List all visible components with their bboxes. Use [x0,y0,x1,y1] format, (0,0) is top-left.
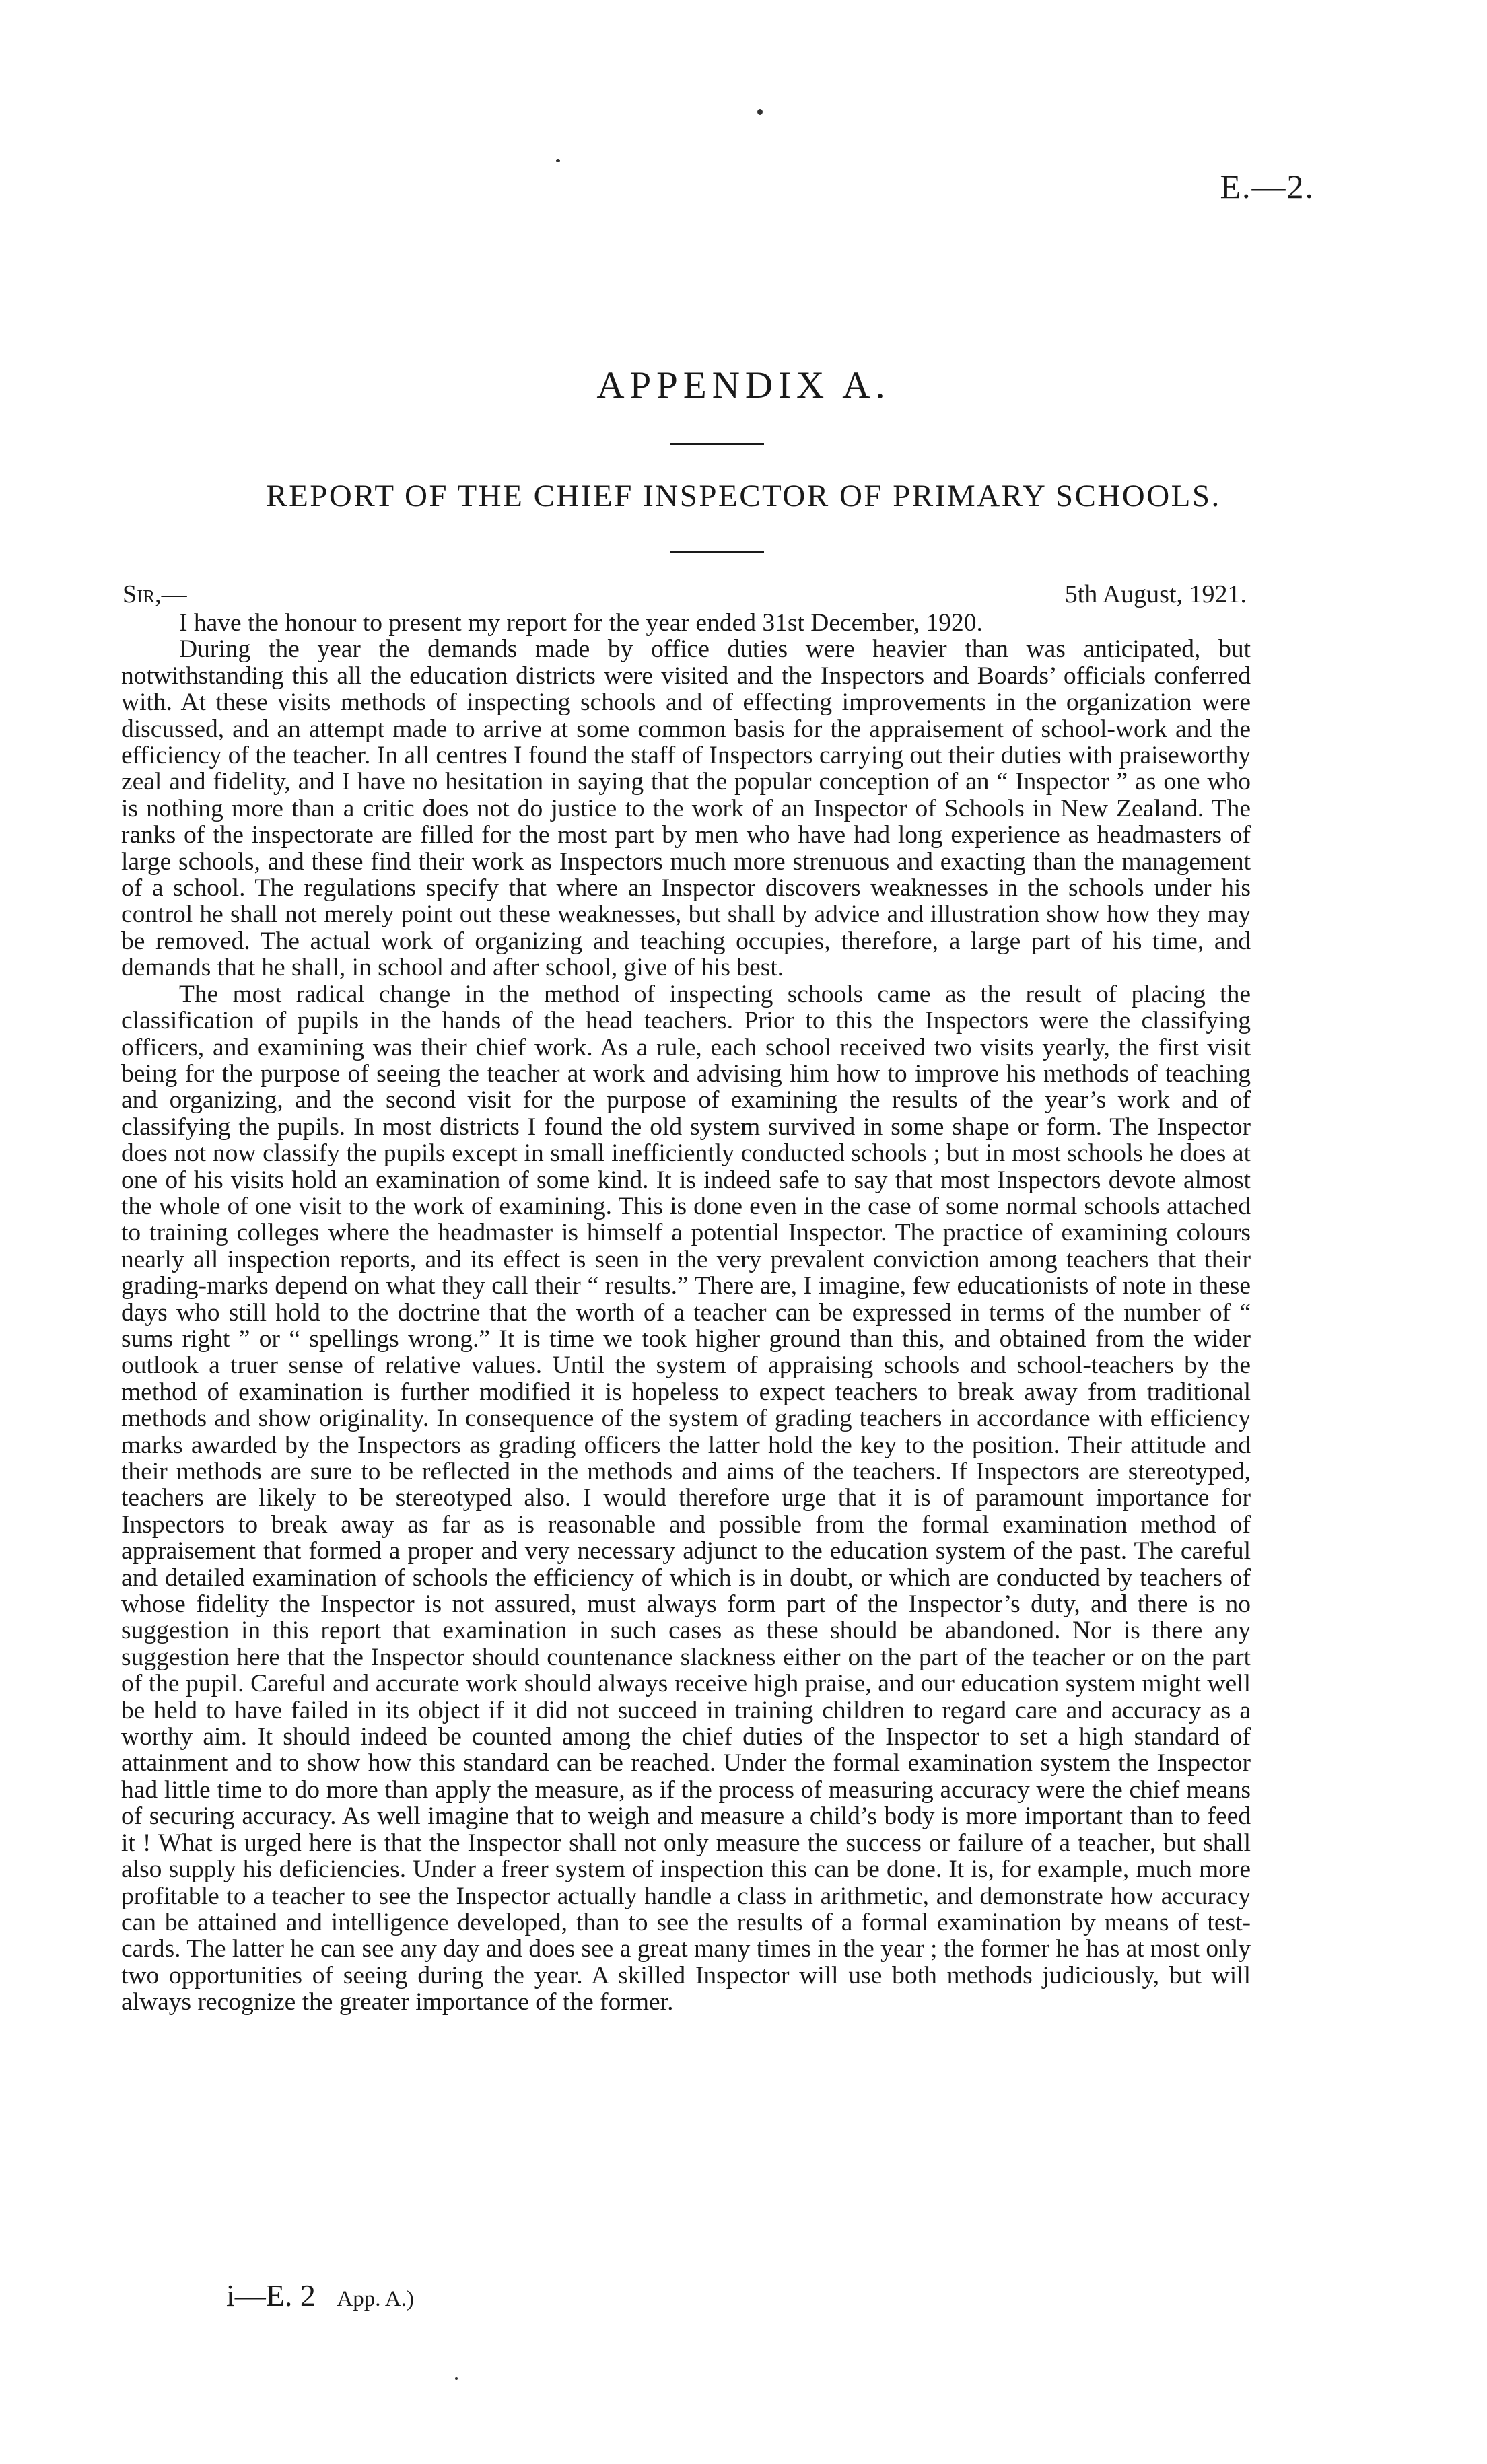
subtitle-divider [670,551,764,553]
letter-date: 5th August, 1921. [1064,580,1247,608]
paragraph-1: I have the honour to present my report for the year ended 31st December, 1920. [179,609,983,637]
page-reference: E.—2. [1220,168,1315,205]
footer-signature: i—E. 2 [226,2278,316,2313]
print-speck [757,109,763,115]
title-divider [670,443,764,445]
salutation: Sir,— [123,580,187,608]
document-subtitle: REPORT OF THE CHIEF INSPECTOR OF PRIMARY SCHOOLS. [266,479,1221,514]
page-footer [226,2278,414,2313]
print-speck [556,159,560,162]
paragraph-3: The most radical change in the method of inspecting schools came as the result of placing the classification of pupils in the hands of the head teachers. Prior to this the Inspectors were the classifying officers, and examining was their chief work. As a rule, each school received two visits yearly, the first visit being for the purpose of seeing the teacher at work and advising him how to improve his methods of teaching and organizing, and the second visit for the purpose of examining the results of the year’s work and of classifying the pupils. In most districts I found the old system survived in some shape or form. The Inspector does not now classify the pupils except in small inefficiently conducted schools ; but in most schools he does at one of his visits hold an examination of some kind. It is indeed safe to say that most Inspectors devote almost the whole of one visit to the work of examining. This is done even in the case of some normal schools attached to training colleges where the headmaster is himself a potential Inspector. The practice of examining colours nearly all inspection reports, and its effect is seen in the very prevalent conviction among teachers that their grading-marks depend on what they call their “ results.” There are, I imagine, few educationists of note in these days who still hold to the doctrine that the worth of a teacher can be expressed in terms of the number of “ sums right ” or “ spellings wrong.” It is time we took higher ground than this, and obtained from the wider outlook a truer sense of relative values. Until the system of appraising schools and school-teachers by the method of examination is further modified it is hopeless to expect teachers to break away from traditional methods and show originality. In consequence of the system of grading teachers in accordance with efficiency marks awarded by the Inspectors as grading officers the latter hold the key to the position. Their attitude and their methods are sure to be reflected in the methods and aims of the teachers. If Inspectors are stereotyped, teachers are likely to be stereotyped also. I would therefore urge that it is of paramount importance for Inspectors to break away as far as is reasonable and possible from the formal examination method of appraisement that formed a proper and very necessary adjunct to the education system of the past. The careful and detailed examination of schools the efficiency of which is in doubt, or which are conducted by teachers of whose fidelity the Inspector is not assured, must always form part of the Inspector’s duty, and there is no suggestion in this report that examination in such cases as these should be abandoned. Nor is there any suggestion here that the Inspector should countenance slackness either on the part of the teacher or on the part of the pupil. Careful and accurate work should always receive high praise, and our education system might well be held to have failed in its object if it did not succeed in training children to regard care and accuracy as a worthy aim. It should indeed be counted among the chief duties of the Inspector to set a high standard of attainment and to show how this standard can be reached. Under the formal examination system the Inspector had little time to do more than apply the measure, as if the process of measuring accuracy were the chief means of securing accuracy. As well imagine that to weigh and measure a child’s body is more important than to feed it ! What is urged here is that the Inspector shall not only measure the success or failure of a teacher, but shall also supply his deficiencies. Under a freer system of inspection this can be done. It is, for example, much more profitable to a teacher to see the Inspector actually handle a class in arithmetic, and demonstrate how accuracy can be attained and intelligence developed, than to see the results of a formal examination by means of test-cards. The latter he can see any day and does see a great many times in the year ; the former he has at most only two opportunities of seeing during the year. A skilled Inspector will use both methods judiciously, but will always recognize the greater importance of the former. [121,980,1251,2016]
footer-appendix: App. A.) [337,2287,414,2311]
document-title: APPENDIX A. [596,364,891,407]
report-body [121,610,1251,2016]
print-speck [455,2377,458,2380]
paragraph-2: During the year the demands made by office duties were heavier than was anticipated, but notwithstanding this all the education districts were visited and the Inspectors and Boards’ officials conferred with. At these visits methods of inspecting schools and of effecting improvements in the organization were discussed, and an attempt made to arrive at some common basis for the appraisement of school-work and the efficiency of the teacher. In all centres I found the staff of Inspectors carrying out their duties with praiseworthy zeal and fidelity, and I have no hesitation in saying that the popular conception of an “ Inspector ” as one who is nothing more than a critic does not do justice to the work of an Inspector of Schools in New Zealand. The ranks of the inspectorate are filled for the most part by men who have had long experience as headmasters of large schools, and these find their work as Inspectors much more strenuous and exacting than the management of a school. The regulations specify that where an Inspector discovers weaknesses in the schools under his control he shall not merely point out these weaknesses, but shall by advice and illustration show how they may be removed. The actual work of organizing and teaching occupies, therefore, a large part of his time, and demands that he shall, in school and after school, give of his best. [121,635,1251,982]
